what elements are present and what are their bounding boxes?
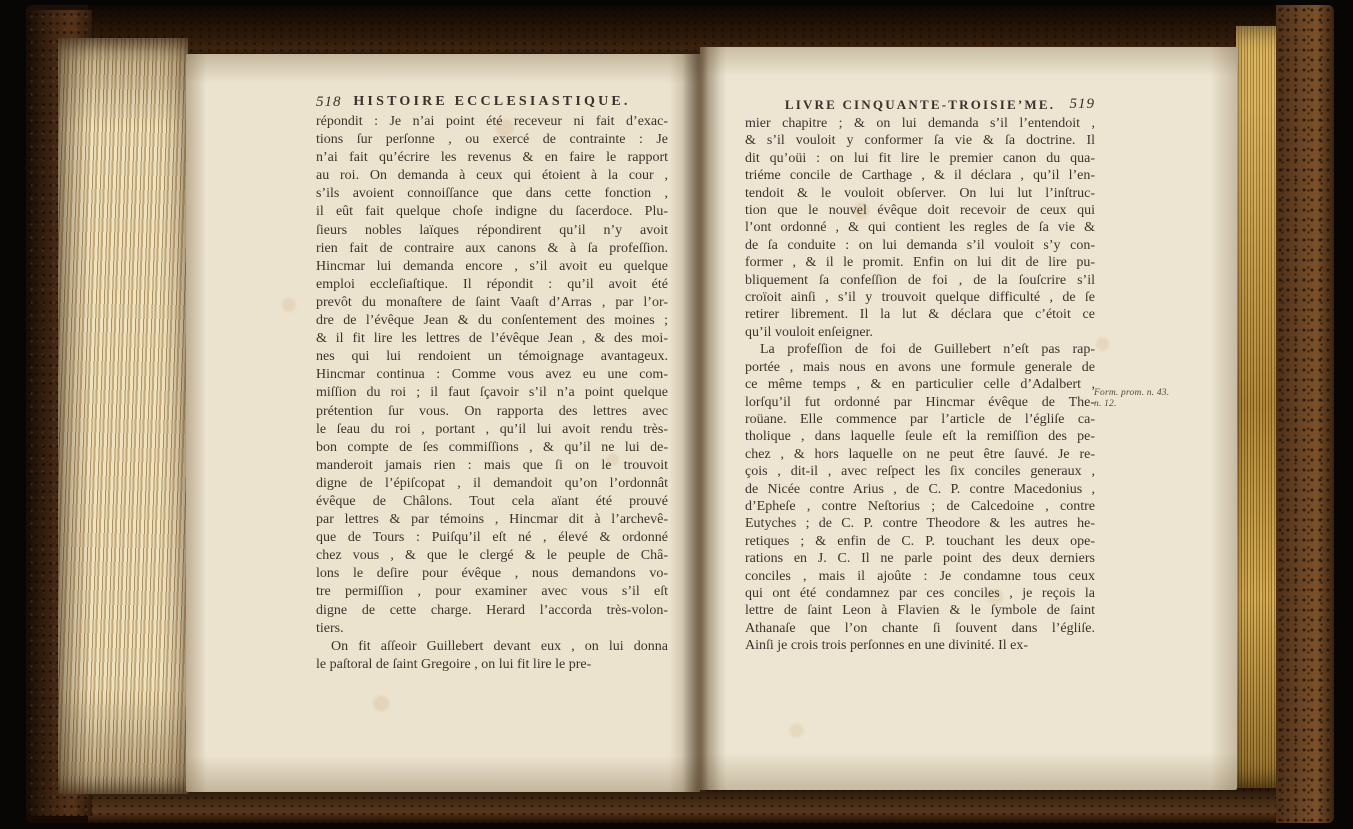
text-line: & il fit lire les lettres de l’évêque Jean , & des moi- [316,331,668,347]
text-line: Eutyches ; de C. P. contre Theodore & les autres he- [745,516,1095,532]
text-line: çois , dit-il , avec reſpect les ſix conciles generaux , [745,464,1095,480]
margin-note-line: n. 12. [1094,399,1117,409]
text-line: conciles , mais il ajoûte : Je condamne tous ceux [745,568,1095,584]
text-line: n’ai fait qu’écrire les revenus & en faire le rapport [316,150,668,166]
text-line: d’Epheſe , contre Neſtorius ; de Calcedoine , contre [745,498,1095,514]
text-line: roüane. Elle commence par l’article de l’égliſe ca- [745,411,1095,427]
text-line: mier chapitre ; & on lui demanda s’il l’entendoit , [745,116,1095,131]
text-line: ce même temps , & en particulier celle d’Adalbert , [745,377,1095,393]
text-line: bon compte de ſes commiſſions , & qu’il ne lui de- [316,439,668,455]
text-line: emploi eccleſiaſtique. Il répondit : qu’il avoit été [316,276,668,292]
text-line: tion que le nouvel évêque doit recevoir de ceux qui [745,203,1095,219]
text-line: portée , mais nous en avons une formule generale de [745,359,1095,375]
text-line: nes qui lui rendoient un témoignage avantageux. [316,349,668,365]
text-line: prevôt du monaſtere de ſaint Vaaſt d’Arras , par l’or- [316,294,668,310]
text-line: l’ont ordonné , & qui contient les regles de ſa vie & [745,220,1095,236]
right-page [700,47,1237,790]
text-line: chez , & hors laquelle on ne peut être ſauvé. Je re- [745,446,1095,462]
right-cover-leather [1276,5,1334,823]
right-running-title: LIVRE CINQUANTE-TROISIE’ME. [784,97,1056,112]
text-line: retiques ; & enfin de C. P. touchant les deux ope- [745,533,1095,549]
text-line: de ſa conduite : on lui demanda s’il vouloit s’y con- [745,237,1095,253]
margin-note [1094,388,1174,410]
text-line: lorſqu’il fut ordonné par Hincmar évêque de The- [745,394,1095,410]
text-line: le paſtoral de ſaint Gregoire , on lui fit lire le pre- [316,656,592,672]
left-page-edges [58,38,188,794]
text-line: il eût fait quelque choſe indigne du ſacerdoce. Plu- [316,204,668,220]
text-line: prétention ſur vous. On rapporta des lettres avec [316,403,668,419]
text-line: digne de cette charge. Herard l’accorda très-volon- [316,602,668,618]
text-line: On fit aſſeoir Guillebert devant eux , on lui donna [331,638,668,654]
text-line: Hincmar lui demanda encore , s’il avoit eu quelque [316,258,668,274]
text-line: tre permiſſion , pour examiner avec vous s’il eſt [316,584,668,600]
text-line: évêque de Châlons. Tout cela aïant été prouvé [316,493,668,509]
left-page [186,54,700,792]
text-line: lons le deſire pour évêque , nous demandons vo- [316,566,668,582]
text-line: miſſion du roi ; il faut ſçavoir s’il n’a point quelque [316,385,668,401]
text-line: rations en J. C. Il ne parle point des deux derniers [745,551,1095,567]
text-line: de Nicée contre Arius , de C. P. contre Macedonius , [745,481,1095,497]
text-line: triéme concile de Carthage , & il déclara , qu’il l’en- [745,168,1095,184]
text-line: chez vous , & que le clergé & le peuple de Châ- [316,548,668,564]
text-line: ſieurs nobles laïques répondirent qu’il n’y avoit [316,222,668,238]
text-line: Hincmar continua : Comme vous avez eu une com- [316,367,668,383]
text-line: & s’il vouloit y conformer ſa vie & ſa doctrine. Il [745,133,1095,149]
text-line: qui ont été condamnez par ces conciles , je reçois la [745,585,1095,601]
text-line: croïoit ainſi , s’il y trouvoit quelque difficulté , de ſe [745,290,1095,306]
text-line: que de Tours : Puiſqu’il eſt né , élevé & ordonné [316,530,668,546]
left-body-text [316,113,668,674]
right-folio-number: 519 [1069,96,1095,112]
margin-note-line: Form. prom. n. 43. [1094,388,1170,398]
text-line: le ſeau du roi , portant , qu’il lui avoit rendu très- [316,421,668,437]
text-line: Ainſi je crois trois perſonnes en une divinité. Il ex- [745,638,1029,654]
left-running-head [316,94,668,114]
text-line: manderoit jamais rien : mais que ſi on le trouvoit [316,457,668,473]
text-line: qu’il vouloit enſeigner. [745,324,873,340]
text-line: tendoit & le vouloit obſerver. On lui lut l’inſtruc- [745,185,1095,201]
text-line: digne de l’épiſcopat , il demandoit qu’on l’ordonnât [316,475,668,491]
text-line: bliquement ſa confeſſion de foi , de la ſouſcrire s’il [745,272,1095,288]
text-line: rien fait de contraire aux canons & à ſa profeſſion. [316,240,668,256]
text-line: par lettres & par témoins , Hincmar dit à l’archevê- [316,512,668,528]
text-line: tholique , dans laquelle ſeule eſt la remiſſion des pe- [745,429,1095,445]
text-line: retirer librement. Il la lut & déclara que c’étoit ce [745,307,1095,323]
text-line: Athanaſe que l’on chante ſi ſouvent dans l’égliſe. [745,620,1095,636]
text-line: lettre de ſaint Leon à Flavien & le ſymbole de ſaint [745,603,1095,619]
text-line: dre de l’évêque Jean & du conſentement des moines ; [316,313,668,329]
text-line: au roi. On demanda à ceux qui étoient à la cour , [316,168,668,184]
right-body-text [745,115,1095,655]
text-line: s’ils avoient connoiſſance que dans cette fonction , [316,186,668,202]
text-line: tions ſur perſonne , ou exercé de contrainte : Je [316,132,668,148]
right-running-head [745,97,1095,117]
text-line: tiers. [316,620,344,636]
text-line: La profeſſion de foi de Guillebert n’eſt pas rap- [760,342,1095,358]
left-running-title: HISTOIRE ECCLESIASTIQUE. [353,94,631,109]
text-line: dit qu’oüi : on lui fit lire le premier canon du qua- [745,150,1095,166]
text-line: former , & il le promit. Enfin on lui dit de lire pu- [745,255,1095,271]
text-line: répondit : Je n’ai point été receveur ni fait d’exac- [316,114,668,129]
left-folio-number: 518 [316,94,342,110]
